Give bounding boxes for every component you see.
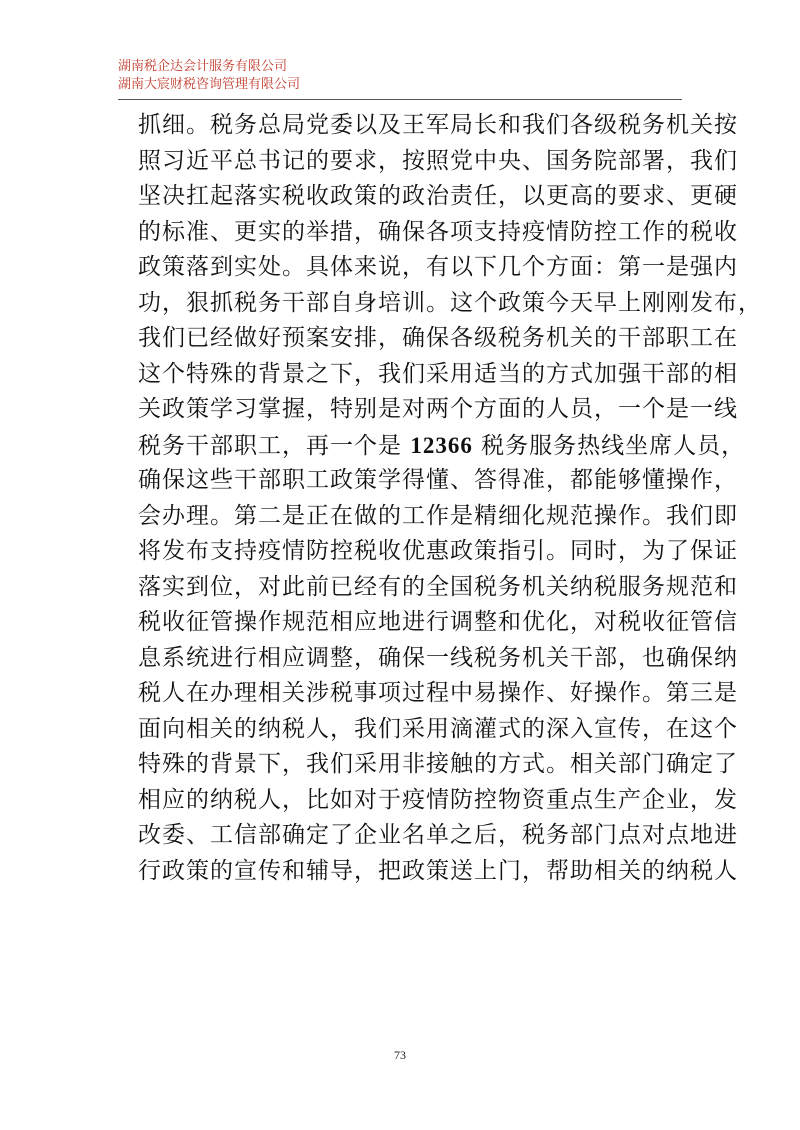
body-line: 税收征管操作规范相应地进行调整和优化，对税收征管信 xyxy=(138,609,738,635)
hotline-number: 12366 xyxy=(410,432,473,458)
body-line: 照习近平总书记的要求，按照党中央、国务院部署，我们 xyxy=(138,147,738,174)
body-line: 关政策学习掌握，特别是对两个方面的人员，一个是一线 xyxy=(138,396,738,422)
body-line: 特殊的背景下，我们采用非接触的方式。相关部门确定了 xyxy=(138,751,738,777)
body-line: 抓细。税务总局党委以及王军局长和我们各级税务机关按 xyxy=(138,112,738,138)
body-line-segment: 税务服务热线坐席人员， xyxy=(472,432,746,459)
body-line: 落实到位，对此前已经有的全国税务机关纳税服务规范和 xyxy=(138,573,738,600)
body-line-hotline xyxy=(138,428,746,464)
body-line: 将发布支持疫情防控税收优惠政策指引。同时，为了保证 xyxy=(138,538,738,564)
page-header xyxy=(118,58,678,94)
body-line: 行政策的宣传和辅导，把政策送上门，帮助相关的纳税人 xyxy=(138,857,738,884)
body-line: 坚决扛起落实税收政策的政治责任，以更高的要求、更硬 xyxy=(138,183,738,209)
body-line: 息系统进行相应调整，确保一线税务机关干部，也确保纳 xyxy=(138,644,738,671)
body-line: 改委、工信部确定了企业名单之后，税务部门点对点地进 xyxy=(138,822,738,848)
body-line-segment: 税务干部职工，再一个是 xyxy=(138,432,411,459)
body-line: 我们已经做好预案安排，确保各级税务机关的干部职工在 xyxy=(138,325,738,351)
header-divider xyxy=(118,99,682,100)
body-line: 相应的纳税人，比如对于疫情防控物资重点生产企业，发 xyxy=(138,786,738,813)
body-line: 这个特殊的背景之下，我们采用适当的方式加强干部的相 xyxy=(138,360,738,387)
page-number: 73 xyxy=(394,1048,406,1062)
body-line: 政策落到实处。具体来说，有以下几个方面：第一是强内 xyxy=(138,254,738,280)
body-line: 的标准、更实的举措，确保各项支持疫情防控工作的税收 xyxy=(138,218,738,245)
header-company-name: 湖南税企达会计服务有限公司 xyxy=(118,59,288,74)
body-line: 会办理。第二是正在做的工作是精细化规范操作。我们即 xyxy=(138,502,738,529)
body-line: 功，狠抓税务干部自身培训。这个政策今天早上刚刚发布， xyxy=(138,289,762,316)
document-body xyxy=(138,108,762,889)
body-line: 面向相关的纳税人，我们采用滴灌式的深入宣传，在这个 xyxy=(138,715,738,742)
body-line: 税人在办理相关涉税事项过程中易操作、好操作。第三是 xyxy=(138,680,738,706)
header-company-name-secondary: 湖南大宸财税咨询管理有限公司 xyxy=(118,77,301,92)
body-line: 确保这些干部职工政策学得懂、答得准，都能够懂操作， xyxy=(138,467,738,493)
